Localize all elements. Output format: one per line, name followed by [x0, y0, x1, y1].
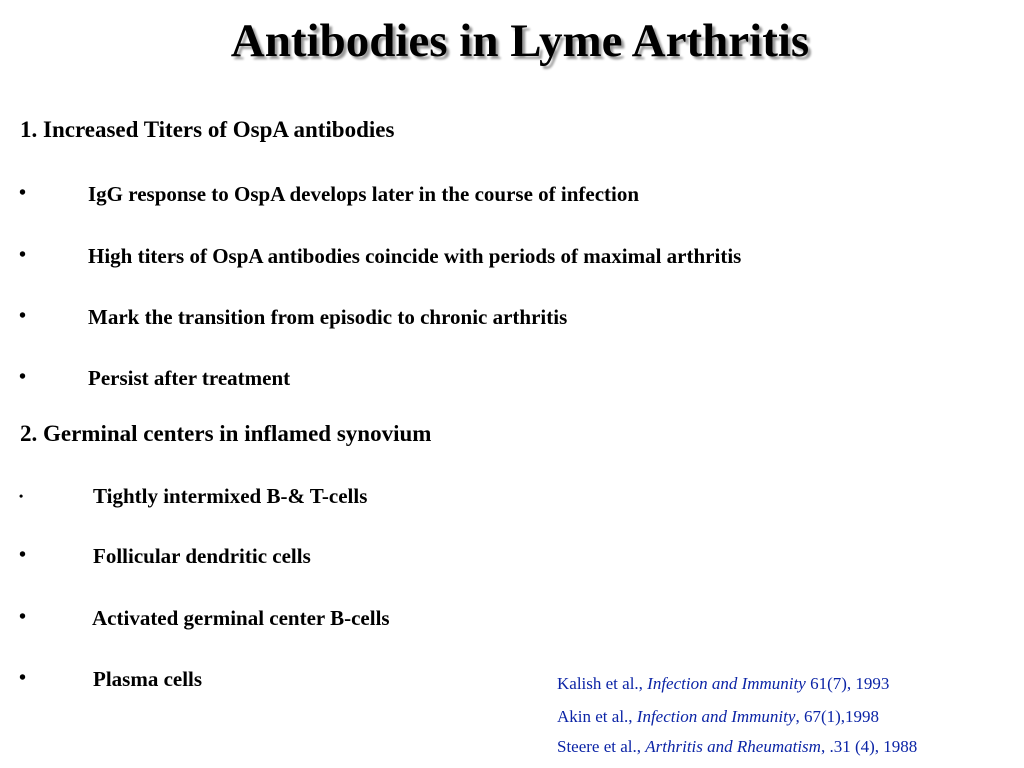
- reference-details: 61(7), 1993: [805, 674, 890, 693]
- reference-details: , 67(1),1998: [795, 707, 880, 726]
- list-item-text: High titers of OspA antibodies coincide with periods of maximal arthritis: [88, 244, 742, 268]
- reference-journal: Infection and Immunity: [647, 674, 806, 693]
- section-1-heading: 1. Increased Titers of OspA antibodies: [20, 117, 395, 142]
- reference-authors: Kalish et al.,: [557, 674, 648, 693]
- list-item-text: IgG response to OspA develops later in the course of infection: [88, 182, 640, 206]
- list-item-text: Tightly intermixed B-& T-cells: [93, 484, 368, 508]
- bullet-icon: •: [19, 244, 27, 266]
- list-item-text: Follicular dendritic cells: [93, 544, 311, 568]
- reference-authors: Steere et al.,: [557, 737, 646, 756]
- reference-journal: Infection and Immunity: [636, 707, 796, 726]
- slide-title: Antibodies in Lyme Arthritis: [230, 15, 810, 67]
- bullet-icon: •: [19, 366, 27, 388]
- bullet-icon: •: [19, 667, 27, 689]
- reference-authors: Akin et al.,: [557, 707, 637, 726]
- list-item-text: Persist after treatment: [88, 366, 291, 390]
- bullet-icon: •: [19, 489, 24, 503]
- list-item-text: Plasma cells: [93, 667, 203, 691]
- section-2-heading: 2. Germinal centers in inflamed synovium: [20, 421, 432, 446]
- bullet-icon: •: [19, 544, 27, 566]
- bullet-icon: •: [19, 305, 27, 327]
- reference-journal: Arthritis and Rheumatism: [645, 737, 821, 756]
- list-item-text: Activated germinal center B-cells: [92, 606, 390, 630]
- reference-steere: [557, 737, 917, 757]
- reference-kalish: [557, 674, 889, 694]
- list-item-text: Mark the transition from episodic to chronic arthritis: [88, 305, 568, 329]
- bullet-icon: •: [19, 606, 27, 628]
- bullet-icon: •: [19, 182, 27, 204]
- reference-akin: [557, 707, 879, 727]
- reference-details: , .31 (4), 1988: [820, 737, 918, 756]
